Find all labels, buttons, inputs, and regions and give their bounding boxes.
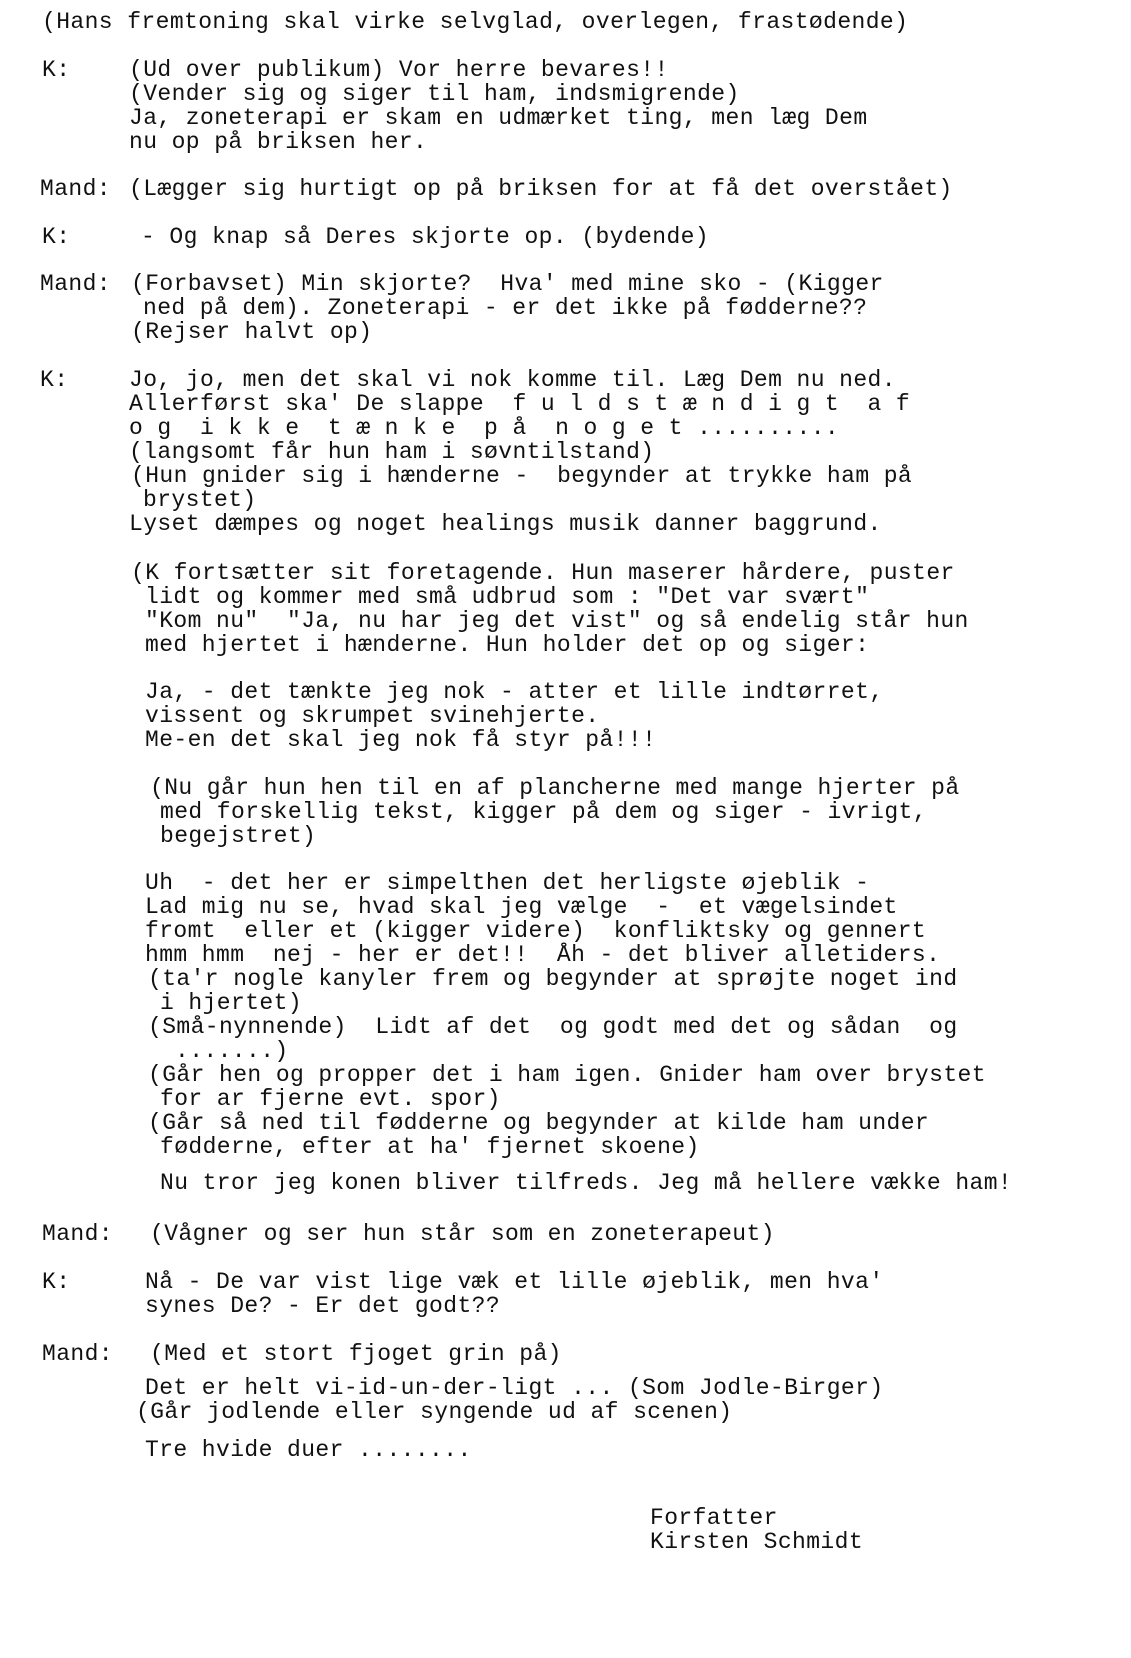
dialogue-line: fødderne, efter at ha' fjernet skoene) xyxy=(160,1134,700,1160)
dialogue-line: fromt eller et (kigger videre) konfliktsky og gennert xyxy=(145,918,927,944)
speaker-label: Mand: xyxy=(40,271,112,297)
dialogue-line: (Ud over publikum) Vor herre bevares!! xyxy=(129,57,669,83)
dialogue-line: Lyset dæmpes og noget healings musik danner baggrund. xyxy=(129,511,882,537)
stage-direction: (Hans fremtoning skal virke selvglad, overlegen, frastødende) xyxy=(42,9,909,35)
dialogue-line: (ta'r nogle kanyler frem og begynder at sprøjte noget ind xyxy=(148,966,958,992)
speaker-label: K: xyxy=(42,1269,71,1295)
dialogue-line: (Går hen og propper det i ham igen. Gnider ham over brystet xyxy=(148,1062,986,1088)
dialogue-line: Uh - det her er simpelthen det herligste øjeblik - xyxy=(145,870,870,896)
dialogue-line: (Går jodlende eller syngende ud af scenen) xyxy=(136,1399,733,1425)
dialogue-line: "Kom nu" "Ja, nu har jeg det vist" og så endelig står hun xyxy=(145,608,969,634)
dialogue-line: Det er helt vi-id-un-der-ligt ... (Som Jodle-Birger) xyxy=(145,1375,884,1401)
dialogue-line: Nu tror jeg konen bliver tilfreds. Jeg må hellere vække ham! xyxy=(160,1170,1013,1196)
dialogue-line: Nå - De var vist lige væk et lille øjeblik, men hva' xyxy=(145,1269,884,1295)
dialogue-line: ned på dem). Zoneterapi - er det ikke på fødderne?? xyxy=(143,295,868,321)
dialogue-line: .......) xyxy=(175,1038,289,1064)
dialogue-line: med forskellig tekst, kigger på dem og siger - ivrigt, xyxy=(160,799,927,825)
dialogue-line: i hjertet) xyxy=(160,990,303,1016)
dialogue-line: begejstret) xyxy=(160,823,317,849)
dialogue-line: Jo, jo, men det skal vi nok komme til. Læg Dem nu ned. xyxy=(129,367,896,393)
speaker-label: Mand: xyxy=(42,1221,114,1247)
author-role: Forfatter xyxy=(650,1505,778,1531)
author-name: Kirsten Schmidt xyxy=(650,1529,864,1555)
dialogue-line: (langsomt får hun ham i søvntilstand) xyxy=(129,439,655,465)
dialogue-line: - Og knap så Deres skjorte op. (bydende) xyxy=(141,224,710,250)
dialogue-line: Ja, zoneterapi er skam en udmærket ting, men læg Dem xyxy=(129,105,868,131)
dialogue-line: Tre hvide duer ........ xyxy=(145,1437,472,1463)
dialogue-line: synes De? - Er det godt?? xyxy=(145,1293,501,1319)
dialogue-line: Ja, - det tænkte jeg nok - atter et lille indtørret, xyxy=(145,679,884,705)
dialogue-line: nu op på briksen her. xyxy=(129,129,428,155)
dialogue-line: o g i k k e t æ n k e p å n o g e t .......... xyxy=(129,415,840,441)
speaker-label: K: xyxy=(40,367,69,393)
dialogue-line: (Vågner og ser hun står som en zoneterapeut) xyxy=(150,1221,775,1247)
dialogue-line: (K fortsætter sit foretagende. Hun maserer hårdere, puster xyxy=(131,560,955,586)
dialogue-line: (Med et stort fjoget grin på) xyxy=(150,1341,562,1367)
dialogue-line: (Vender sig og siger til ham, indsmigrende) xyxy=(129,81,740,107)
dialogue-line: Lad mig nu se, hvad skal jeg vælge - et vægelsindet xyxy=(145,894,898,920)
dialogue-line: (Hun gnider sig i hænderne - begynder at trykke ham på xyxy=(131,463,913,489)
dialogue-line: lidt og kommer med små udbrud som : "Det var svært" xyxy=(145,584,870,610)
dialogue-line: Me-en det skal jeg nok få styr på!!! xyxy=(145,727,657,753)
dialogue-line: (Går så ned til fødderne og begynder at kilde ham under xyxy=(148,1110,930,1136)
dialogue-line: hmm hmm nej - her er det!! Åh - det bliver alletiders. xyxy=(145,942,941,968)
dialogue-line: (Rejser halvt op) xyxy=(131,319,373,345)
dialogue-line: med hjertet i hænderne. Hun holder det op og siger: xyxy=(145,632,870,658)
dialogue-line: (Nu går hun hen til en af plancherne med mange hjerter på xyxy=(150,775,960,801)
dialogue-line: (Lægger sig hurtigt op på briksen for at få det overstået) xyxy=(129,176,953,202)
speaker-label: K: xyxy=(42,57,71,83)
dialogue-line: (Forbavset) Min skjorte? Hva' med mine sko - (Kigger xyxy=(131,271,884,297)
speaker-label: Mand: xyxy=(40,176,112,202)
speaker-label: Mand: xyxy=(42,1341,114,1367)
dialogue-line: for ar fjerne evt. spor) xyxy=(160,1086,501,1112)
speaker-label: K: xyxy=(42,224,71,250)
dialogue-line: vissent og skrumpet svinehjerte. xyxy=(145,703,600,729)
dialogue-line: (Små-nynnende) Lidt af det og godt med det og sådan og xyxy=(148,1014,958,1040)
dialogue-line: brystet) xyxy=(143,487,257,513)
dialogue-line: Allerførst ska' De slappe f u l d s t æ n d i g t a f xyxy=(129,391,911,417)
